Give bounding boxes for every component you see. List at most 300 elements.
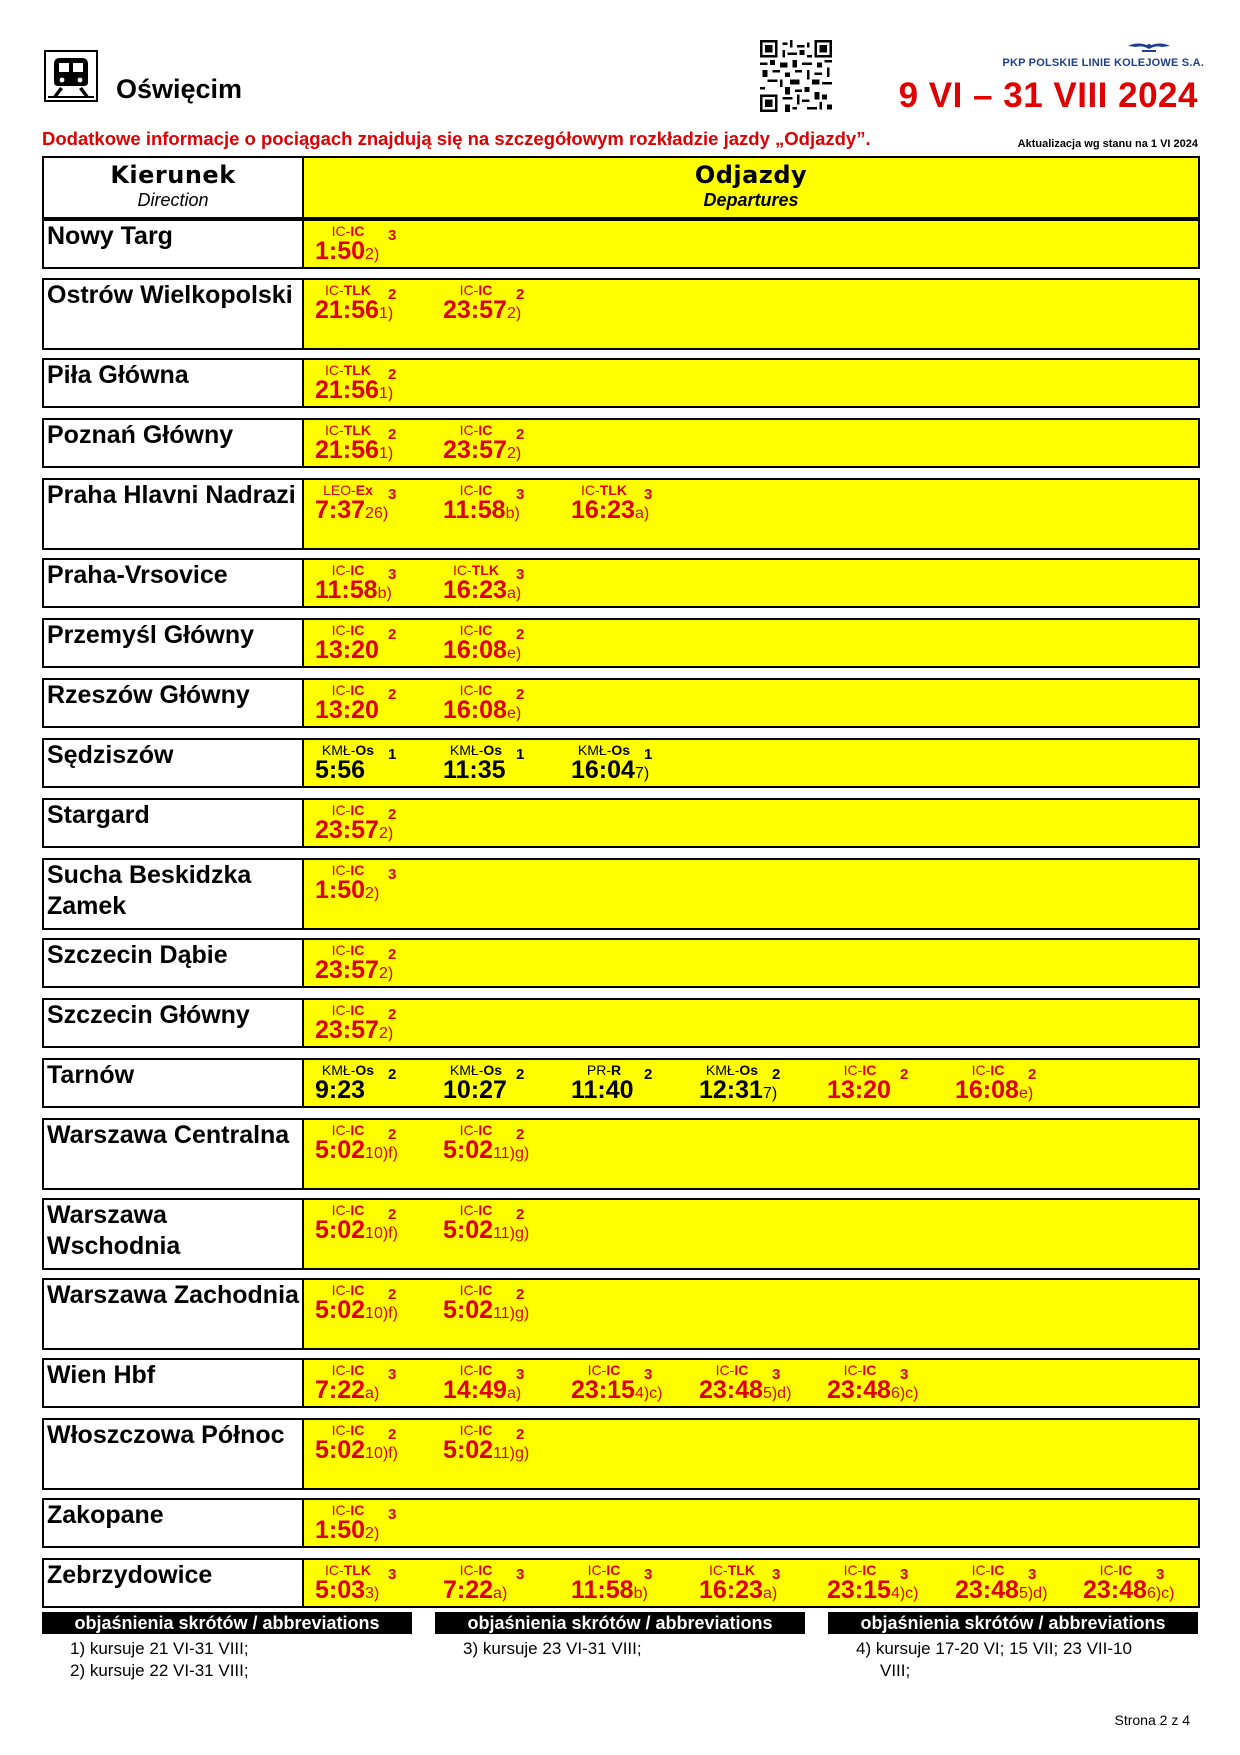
carrier-code: IC- <box>1099 1562 1119 1578</box>
footnote-ref: a) <box>365 1385 380 1402</box>
train-class: 2 <box>388 1426 397 1443</box>
station-name: Oświęcim <box>116 74 243 104</box>
train-class: 3 <box>516 1566 525 1583</box>
time-value: 7:37 <box>315 496 366 524</box>
category-code: IC <box>734 1362 749 1378</box>
departure-entry <box>438 1062 558 1110</box>
departures-cell <box>302 1418 1200 1490</box>
departure-time <box>315 436 393 465</box>
carrier-code: IC- <box>459 1282 479 1298</box>
departure-entry <box>822 1062 942 1110</box>
category-code: IC <box>606 1362 621 1378</box>
time-value: 1:50 <box>315 1516 366 1544</box>
time-value: 10:27 <box>443 1076 507 1104</box>
departure-time <box>443 1376 521 1405</box>
departure-time <box>315 1016 393 1045</box>
footnote-ref: e) <box>506 645 522 662</box>
departure-time <box>315 756 365 785</box>
carrier-code: IC- <box>709 1562 728 1578</box>
departure-time <box>827 1076 891 1105</box>
carrier-code: IC- <box>971 1562 991 1578</box>
footnote-ref: 2) <box>506 305 522 322</box>
departure-entry <box>566 1062 686 1110</box>
departures-subheader: Departures <box>703 190 799 210</box>
time-value: 23:48 <box>1083 1576 1147 1604</box>
departure-time <box>443 1216 529 1245</box>
pkp-logo-icon <box>1002 40 1204 70</box>
carrier-code: IC- <box>331 682 351 698</box>
departure-entry <box>438 1422 558 1470</box>
abbreviation-note: VIII; <box>880 1661 911 1680</box>
operator-name: PKP POLSKIE LINIE KOLEJOWE S.A. <box>1002 57 1204 69</box>
carrier-code: IC- <box>459 1422 479 1438</box>
departures-cell <box>302 1558 1200 1608</box>
train-class: 3 <box>516 566 525 583</box>
category-code: IC <box>478 1422 493 1438</box>
destination-name: Sędziszów <box>42 738 304 788</box>
table-row <box>42 558 1200 608</box>
train-class: 3 <box>388 866 397 883</box>
departure-time <box>443 696 521 725</box>
table-row <box>42 1558 1200 1608</box>
departure-time <box>571 1576 648 1605</box>
departures-cell <box>302 558 1200 608</box>
train-class: 3 <box>1156 1566 1165 1583</box>
carrier-code: IC- <box>587 1562 607 1578</box>
footnote-ref: 2) <box>506 445 522 462</box>
category-code: IC <box>350 682 365 698</box>
category-code: IC <box>990 1562 1005 1578</box>
destination-name: Szczecin Dąbie <box>42 938 304 988</box>
departures-header: Odjazdy <box>694 161 808 189</box>
category-code: TLK <box>343 282 371 298</box>
time-value: 16:23 <box>571 496 635 524</box>
footnote-ref: 4)c) <box>634 1385 663 1402</box>
departure-entry <box>310 562 430 610</box>
table-row <box>42 1498 1200 1548</box>
category-code: IC <box>350 1202 365 1218</box>
carrier-code: IC- <box>453 562 472 578</box>
footnote-ref: 2) <box>365 1525 380 1542</box>
table-row <box>42 1198 1200 1270</box>
departure-entry <box>310 362 430 410</box>
category-code: IC <box>478 1282 493 1298</box>
departure-entry <box>310 482 430 530</box>
category-code: IC <box>350 1422 365 1438</box>
carrier-code: IC- <box>331 1202 351 1218</box>
footnote-ref: a) <box>506 585 522 602</box>
departures-cell <box>302 418 1200 468</box>
train-class: 1 <box>388 746 397 763</box>
departure-time <box>443 576 521 605</box>
category-code: TLK <box>599 482 627 498</box>
train-class: 1 <box>644 746 653 763</box>
category-code: TLK <box>471 562 499 578</box>
train-class: 2 <box>516 1126 525 1143</box>
abbreviations-heading: objaśnienia skrótów / abbreviations <box>435 1612 805 1634</box>
departure-entry <box>822 1362 942 1410</box>
departure-entry <box>438 282 558 330</box>
category-code: Ex <box>355 482 373 498</box>
carrier-code: IC- <box>331 1002 351 1018</box>
page-number: Strona 2 z 4 <box>1114 1712 1190 1728</box>
train-class: 2 <box>516 1426 525 1443</box>
departure-entry <box>438 742 558 790</box>
category-code: Os <box>483 1062 503 1078</box>
carrier-code: IC- <box>459 1362 479 1378</box>
update-date: Aktualizacja wg stanu na 1 VI 2024 <box>1017 138 1198 150</box>
time-value: 23:57 <box>315 816 379 844</box>
footnote-ref: 3) <box>365 1585 380 1602</box>
departure-time <box>443 1076 507 1105</box>
carrier-code: IC- <box>459 1122 479 1138</box>
time-value: 23:57 <box>443 436 507 464</box>
time-value: 13:20 <box>827 1076 891 1104</box>
category-code: IC <box>350 622 365 638</box>
train-class: 2 <box>388 626 397 643</box>
train-class: 3 <box>388 566 397 583</box>
category-code: IC <box>350 562 365 578</box>
table-row <box>42 798 1200 848</box>
departure-time <box>315 1576 379 1605</box>
abbreviation-note: 1) kursuje 21 VI-31 VIII; <box>70 1639 249 1658</box>
category-code: Os <box>483 742 503 758</box>
carrier-code: KMŁ- <box>449 1062 484 1078</box>
departure-entry <box>310 802 430 850</box>
time-value: 23:57 <box>315 1016 379 1044</box>
departures-cell <box>302 938 1200 988</box>
departure-time <box>315 237 379 266</box>
carrier-code: IC- <box>459 622 479 638</box>
train-class: 2 <box>388 1206 397 1223</box>
time-value: 23:48 <box>827 1376 891 1404</box>
departure-entry <box>438 682 558 730</box>
info-notice: Dodatkowe informacje o pociągach znajdują się na szczegółowym rozkładzie jazdy „Odjazdy”. <box>42 128 871 149</box>
train-class: 1 <box>516 746 525 763</box>
category-code: IC <box>350 1282 365 1298</box>
departure-time <box>443 1576 507 1605</box>
table-row <box>42 278 1200 350</box>
category-code: IC <box>862 1362 877 1378</box>
departure-time <box>315 296 393 325</box>
carrier-code: IC- <box>331 1502 351 1518</box>
table-row <box>42 738 1200 788</box>
category-code: TLK <box>343 1562 371 1578</box>
carrier-code: IC- <box>331 562 351 578</box>
footnote-ref: 11)g) <box>493 1445 530 1462</box>
direction-header-cell <box>42 156 304 219</box>
time-value: 13:20 <box>315 636 379 664</box>
departure-entry <box>310 1062 430 1110</box>
carrier-code: IC- <box>331 1422 351 1438</box>
carrier-code: KMŁ- <box>577 742 612 758</box>
table-row <box>42 1058 1200 1108</box>
train-class: 3 <box>644 1366 653 1383</box>
footnote-ref: 11)g) <box>493 1145 530 1162</box>
carrier-code: IC- <box>459 1202 479 1218</box>
carrier-code: IC- <box>331 1282 351 1298</box>
category-code: TLK <box>343 422 371 438</box>
category-code: IC <box>478 1362 493 1378</box>
departures-cell <box>302 1358 1200 1408</box>
category-code: IC <box>478 622 493 638</box>
departure-time <box>315 1376 379 1405</box>
departure-time <box>699 1376 791 1405</box>
footnote-ref: 6)c) <box>890 1385 919 1402</box>
time-value: 21:56 <box>315 376 379 404</box>
departure-time <box>443 636 521 665</box>
carrier-code: IC- <box>459 422 479 438</box>
carrier-code: IC- <box>715 1362 735 1378</box>
carrier-code: KMŁ- <box>321 742 356 758</box>
time-value: 23:57 <box>315 956 379 984</box>
departure-entry <box>310 1122 430 1170</box>
direction-subheader: Direction <box>137 190 209 210</box>
footnote-ref: 10)f) <box>365 1225 398 1242</box>
destination-name: Poznań Główny <box>42 418 304 468</box>
time-value: 5:02 <box>443 1296 494 1324</box>
category-code: Os <box>355 742 375 758</box>
time-value: 5:03 <box>315 1576 366 1604</box>
footnote-ref: 6)c) <box>1146 1585 1175 1602</box>
carrier-code: IC- <box>459 1562 479 1578</box>
departures-cell <box>302 1118 1200 1190</box>
departure-time <box>315 1436 398 1465</box>
departure-time <box>571 1376 663 1405</box>
departure-time <box>827 1376 919 1405</box>
destination-name: Przemyśl Główny <box>42 618 304 668</box>
train-class: 2 <box>516 1286 525 1303</box>
train-class: 2 <box>388 1126 397 1143</box>
footnote-ref: 10)f) <box>365 1145 398 1162</box>
departure-entry <box>822 1562 942 1610</box>
footnote-ref: 1) <box>378 305 394 322</box>
footnote-ref: 1) <box>378 385 394 402</box>
footnote-ref: 7) <box>762 1085 778 1102</box>
destination-name: Zebrzydowice <box>42 1558 304 1608</box>
carrier-code: IC- <box>331 1362 351 1378</box>
departures-cell <box>302 738 1200 788</box>
category-code: IC <box>478 1122 493 1138</box>
train-class: 3 <box>388 1506 397 1523</box>
category-code: IC <box>350 1002 365 1018</box>
departure-entry <box>950 1562 1070 1610</box>
departure-time <box>443 436 521 465</box>
category-code: TLK <box>343 362 371 378</box>
departure-time <box>827 1576 919 1605</box>
time-value: 9:23 <box>315 1076 366 1104</box>
departure-time <box>315 1516 379 1545</box>
train-class: 2 <box>644 1066 653 1083</box>
departure-entry <box>310 1362 430 1410</box>
category-code: IC <box>990 1062 1005 1078</box>
departures-cell <box>302 998 1200 1048</box>
carrier-code: PR- <box>586 1062 611 1078</box>
train-class: 2 <box>388 1006 397 1023</box>
footnote-ref: 10)f) <box>365 1305 398 1322</box>
category-code: IC <box>478 1562 493 1578</box>
table-row <box>42 1278 1200 1350</box>
departures-cell <box>302 678 1200 728</box>
time-value: 1:50 <box>315 876 366 904</box>
category-code: IC <box>350 1502 365 1518</box>
train-class: 3 <box>388 227 397 244</box>
train-class: 2 <box>388 366 397 383</box>
departure-entry <box>310 1422 430 1470</box>
departure-time <box>315 876 379 905</box>
train-class: 3 <box>772 1566 781 1583</box>
train-class: 3 <box>644 486 653 503</box>
train-class: 3 <box>900 1566 909 1583</box>
table-row <box>42 998 1200 1048</box>
time-value: 23:48 <box>699 1376 763 1404</box>
time-value: 11:58 <box>315 576 378 604</box>
destination-name: Stargard <box>42 798 304 848</box>
destination-name: Zakopane <box>42 1498 304 1548</box>
departures-cell <box>302 219 1200 269</box>
table-row <box>42 938 1200 988</box>
carrier-code: IC- <box>459 282 479 298</box>
time-value: 5:02 <box>315 1136 366 1164</box>
footnote-ref: 7) <box>634 765 650 782</box>
time-value: 5:56 <box>315 756 366 784</box>
departures-header-cell <box>302 156 1200 219</box>
category-code: IC <box>350 1362 365 1378</box>
time-value: 16:23 <box>443 576 507 604</box>
footnote-ref: 2) <box>378 1025 394 1042</box>
departure-entry <box>310 1502 430 1550</box>
category-code: IC <box>350 1122 365 1138</box>
carrier-code: IC- <box>843 1562 863 1578</box>
departure-entry <box>310 422 430 470</box>
train-class: 3 <box>388 1566 397 1583</box>
footnote-ref: 2) <box>365 246 380 263</box>
departure-time <box>315 1216 398 1245</box>
train-class: 2 <box>900 1066 909 1083</box>
train-class: 2 <box>516 686 525 703</box>
time-value: 5:02 <box>443 1136 494 1164</box>
destination-name: Warszawa Zachodnia <box>42 1278 304 1350</box>
train-class: 2 <box>516 1206 525 1223</box>
carrier-code: IC- <box>459 682 479 698</box>
abbreviation-note: 3) kursuje 23 VI-31 VIII; <box>463 1639 642 1658</box>
time-value: 1:50 <box>315 237 366 265</box>
category-code: IC <box>350 223 365 239</box>
departure-time <box>1083 1576 1175 1605</box>
train-class: 3 <box>516 1366 525 1383</box>
footnote-ref: 1) <box>378 445 394 462</box>
train-class: 2 <box>388 806 397 823</box>
destination-name: Sucha Beskidzka Zamek <box>42 858 304 930</box>
footnote-ref: 11)g) <box>493 1305 530 1322</box>
destination-name: Warszawa Centralna <box>42 1118 304 1190</box>
carrier-code: KMŁ- <box>705 1062 740 1078</box>
footnote-ref: 11)g) <box>493 1225 530 1242</box>
departure-entry <box>438 1362 558 1410</box>
departure-entry <box>310 742 430 790</box>
time-value: 16:08 <box>443 636 507 664</box>
train-class: 3 <box>772 1366 781 1383</box>
time-value: 21:56 <box>315 436 379 464</box>
time-value: 5:02 <box>443 1436 494 1464</box>
carrier-code: IC- <box>843 1362 863 1378</box>
carrier-code: IC- <box>331 942 351 958</box>
footnote-ref: b) <box>377 585 392 602</box>
departure-time <box>315 376 393 405</box>
footnote-ref: 2) <box>365 885 380 902</box>
time-value: 23:15 <box>571 1376 635 1404</box>
departure-entry <box>694 1362 814 1410</box>
departures-cell <box>302 478 1200 550</box>
departure-time <box>315 1296 398 1325</box>
train-class: 3 <box>644 1566 653 1583</box>
departure-entry <box>310 282 430 330</box>
departure-time <box>443 1296 529 1325</box>
footnote-ref: 4)c) <box>890 1585 919 1602</box>
carrier-code: KMŁ- <box>321 1062 356 1078</box>
departure-entry <box>310 862 430 910</box>
departures-cell <box>302 618 1200 668</box>
departure-entry <box>310 942 430 990</box>
time-value: 16:08 <box>955 1076 1019 1104</box>
category-code: R <box>611 1062 622 1078</box>
departure-entry <box>566 482 686 530</box>
departure-entry <box>438 1202 558 1250</box>
train-class: 3 <box>516 486 525 503</box>
footnote-ref: a) <box>493 1585 508 1602</box>
departures-cell <box>302 1058 1200 1108</box>
qr-code-icon[interactable] <box>760 40 832 112</box>
abbreviations-heading: objaśnienia skrótów / abbreviations <box>42 1612 412 1634</box>
table-row <box>42 418 1200 468</box>
time-value: 12:31 <box>699 1076 763 1104</box>
train-class: 2 <box>1028 1066 1037 1083</box>
departures-cell <box>302 1498 1200 1548</box>
carrier-code: IC- <box>331 622 351 638</box>
footnote-ref: 5)d) <box>762 1385 792 1402</box>
table-row <box>42 1358 1200 1408</box>
departures-cell <box>302 278 1200 350</box>
footnote-ref: a) <box>634 505 650 522</box>
train-class: 2 <box>388 946 397 963</box>
footnote-ref: 10)f) <box>365 1445 398 1462</box>
train-class: 2 <box>516 626 525 643</box>
departure-entry <box>310 1562 430 1610</box>
departure-time <box>571 496 649 525</box>
train-class: 2 <box>772 1066 781 1083</box>
category-code: TLK <box>727 1562 755 1578</box>
category-code: IC <box>1118 1562 1133 1578</box>
departure-entry <box>310 622 430 670</box>
departures-cell <box>302 358 1200 408</box>
time-value: 5:02 <box>315 1436 366 1464</box>
destination-name: Wien Hbf <box>42 1358 304 1408</box>
departures-cell <box>302 1278 1200 1350</box>
category-code: IC <box>606 1562 621 1578</box>
time-value: 11:35 <box>443 756 506 784</box>
departure-entry <box>438 482 558 530</box>
train-class: 2 <box>388 426 397 443</box>
destination-name: Szczecin Główny <box>42 998 304 1048</box>
train-class: 2 <box>516 426 525 443</box>
departure-entry <box>310 682 430 730</box>
train-class: 3 <box>1028 1566 1037 1583</box>
departure-time <box>571 1076 634 1105</box>
destination-name: Rzeszów Główny <box>42 678 304 728</box>
carrier-code: IC- <box>843 1062 863 1078</box>
departure-time <box>315 1136 398 1165</box>
carrier-code: LEO- <box>323 482 356 498</box>
